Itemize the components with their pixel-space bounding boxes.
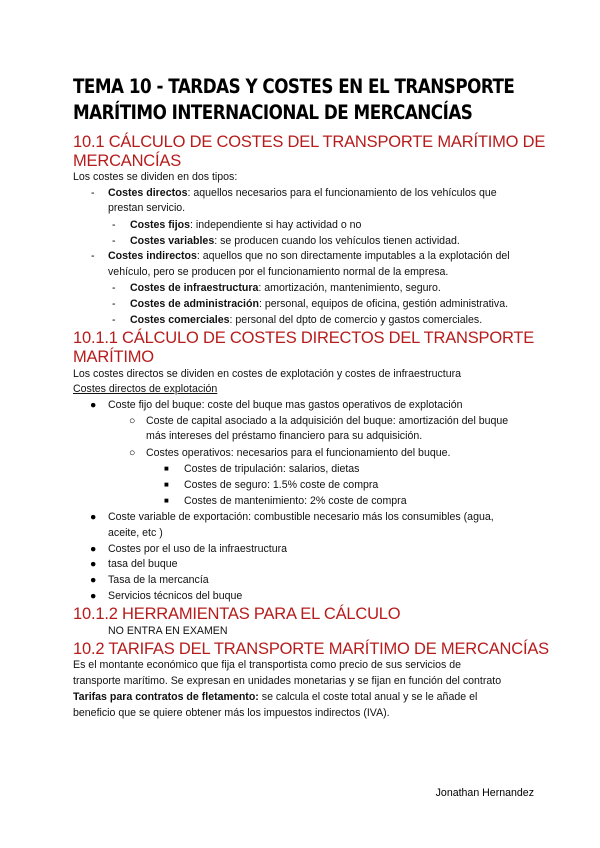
square-bullet: ■ bbox=[164, 464, 169, 473]
section-10-2-heading: 10.2 TARIFAS DEL TRANSPORTE MARÍTIMO DE MERCANCÍAS bbox=[73, 640, 549, 658]
costes-variables-text: : se producen cuando los vehículos tienen actividad. bbox=[214, 235, 460, 247]
dash-bullet: - bbox=[112, 282, 116, 294]
square-bullet: ■ bbox=[164, 480, 169, 489]
costes-fijos-term: Costes fijos bbox=[130, 219, 191, 231]
coste-fijo-buque-item: Coste fijo del buque: coste del buque mas gastos operativos de explotación bbox=[108, 399, 463, 411]
section-10-2-line-2: transporte marítimo. Se expresan en unidades monetarias y se fijan en función del contrato bbox=[73, 675, 502, 687]
section-10-1-2-note: NO ENTRA EN EXAMEN bbox=[108, 625, 228, 637]
costes-variables-item bbox=[130, 234, 460, 248]
title-line-1: TEMA 10 - TARDAS Y COSTES EN EL TRANSPORTE bbox=[73, 75, 515, 98]
costes-administracion-term: Costes de administración bbox=[130, 298, 259, 310]
circle-bullet: ○ bbox=[129, 415, 136, 427]
costes-administracion-item bbox=[130, 297, 508, 311]
square-bullet: ■ bbox=[164, 496, 169, 505]
costes-comerciales-text: : personal del dpto de comercio y gastos comerciales. bbox=[229, 314, 483, 326]
circle-bullet: ○ bbox=[129, 447, 136, 459]
disc-bullet: ● bbox=[90, 543, 97, 555]
costes-infraestructura-uso-item: Costes por el uso de la infraestructura bbox=[108, 543, 288, 555]
disc-bullet: ● bbox=[90, 399, 97, 411]
costes-operativos-item: Costes operativos: necesarios para el funcionamiento del buque. bbox=[146, 447, 451, 459]
disc-bullet: ● bbox=[90, 574, 97, 586]
dash-bullet: - bbox=[112, 235, 116, 247]
section-10-1-1-heading-line-2: MARÍTIMO bbox=[73, 348, 154, 366]
costes-infraestructura-term: Costes de infraestructura bbox=[130, 282, 259, 294]
coste-variable-item-2: aceite, etc ) bbox=[108, 527, 163, 539]
costes-indirectos-text: : aquellos que no son directamente imputables a la explotación del bbox=[196, 250, 510, 262]
costes-fijos-item bbox=[130, 218, 361, 232]
costes-comerciales-item bbox=[130, 313, 482, 327]
costes-comerciales-term: Costes comerciales bbox=[130, 314, 230, 326]
costes-fijos-text: : independiente si hay actividad o no bbox=[190, 219, 362, 231]
costes-infraestructura-item bbox=[130, 281, 441, 295]
dash-bullet: - bbox=[112, 219, 116, 231]
section-10-2-line-3 bbox=[73, 690, 477, 704]
page-title bbox=[73, 74, 515, 126]
costes-tripulacion-item: Costes de tripulación: salarios, dietas bbox=[184, 463, 360, 475]
dash-bullet: - bbox=[91, 250, 95, 262]
tarifas-fletamento-term: Tarifas para contratos de fletamento: bbox=[73, 691, 259, 703]
title-line-2: MARÍTIMO INTERNACIONAL DE MERCANCÍAS bbox=[73, 101, 473, 124]
costes-indirectos-text-2: vehículo, pero se producen por el funcionamiento normal de la empresa. bbox=[108, 266, 449, 278]
section-10-1-1-subheading: Costes directos de explotación bbox=[73, 383, 218, 395]
costes-seguro-item: Costes de seguro: 1.5% coste de compra bbox=[184, 479, 379, 491]
disc-bullet: ● bbox=[90, 511, 97, 523]
costes-indirectos-item bbox=[108, 249, 510, 263]
section-10-1-heading-line-1: 10.1 CÁLCULO DE COSTES DEL TRANSPORTE MARÍTIMO DE bbox=[73, 133, 546, 151]
footer-author: Jonathan Hernandez bbox=[435, 787, 534, 799]
costes-directos-term: Costes directos bbox=[108, 187, 188, 199]
disc-bullet: ● bbox=[90, 558, 97, 570]
coste-capital-item-2: más intereses del préstamo financiero para su adquisición. bbox=[146, 430, 423, 442]
coste-variable-item: Coste variable de exportación: combustible necesario más los consumibles (agua, bbox=[108, 511, 494, 523]
costes-mantenimiento-item: Costes de mantenimiento: 2% coste de compra bbox=[184, 495, 407, 507]
section-10-2-line-1: Es el montante económico que fija el transportista como precio de sus servicios de bbox=[73, 659, 462, 671]
tasa-buque-item: tasa del buque bbox=[108, 558, 178, 570]
coste-capital-item: Coste de capital asociado a la adquisición del buque: amortización del buque bbox=[146, 415, 509, 427]
dash-bullet: - bbox=[91, 187, 95, 199]
costes-administracion-text: : personal, equipos de oficina, gestión administrativa. bbox=[258, 298, 509, 310]
section-10-1-heading-line-2: MERCANCÍAS bbox=[73, 152, 182, 170]
section-10-1-intro: Los costes se dividen en dos tipos: bbox=[73, 171, 238, 183]
section-10-1-1-heading-line-1: 10.1.1 CÁLCULO DE COSTES DIRECTOS DEL TRANSPORTE bbox=[73, 329, 535, 347]
section-10-1-1-intro: Los costes directos se dividen en costes de explotación y costes de infraestructura bbox=[73, 368, 462, 380]
dash-bullet: - bbox=[112, 298, 116, 310]
section-10-2-line-4: beneficio que se quiere obtener más los impuestos indirectos (IVA). bbox=[73, 707, 390, 719]
servicios-tecnicos-item: Servicios técnicos del buque bbox=[108, 590, 243, 602]
tasa-mercancia-item: Tasa de la mercancía bbox=[108, 574, 209, 586]
tarifas-fletamento-text: se calcula el coste total anual y se le añade el bbox=[258, 691, 478, 703]
costes-directos-item bbox=[108, 186, 497, 200]
costes-directos-text-2: prestan servicio. bbox=[108, 202, 186, 214]
costes-indirectos-term: Costes indirectos bbox=[108, 250, 197, 262]
disc-bullet: ● bbox=[90, 590, 97, 602]
dash-bullet: - bbox=[112, 314, 116, 326]
section-10-1-2-heading: 10.1.2 HERRAMIENTAS PARA EL CÁLCULO bbox=[73, 605, 401, 623]
costes-infraestructura-text: : amortización, mantenimiento, seguro. bbox=[258, 282, 441, 294]
costes-directos-text: : aquellos necesarios para el funcionamiento de los vehículos que bbox=[187, 187, 497, 199]
costes-variables-term: Costes variables bbox=[130, 235, 215, 247]
